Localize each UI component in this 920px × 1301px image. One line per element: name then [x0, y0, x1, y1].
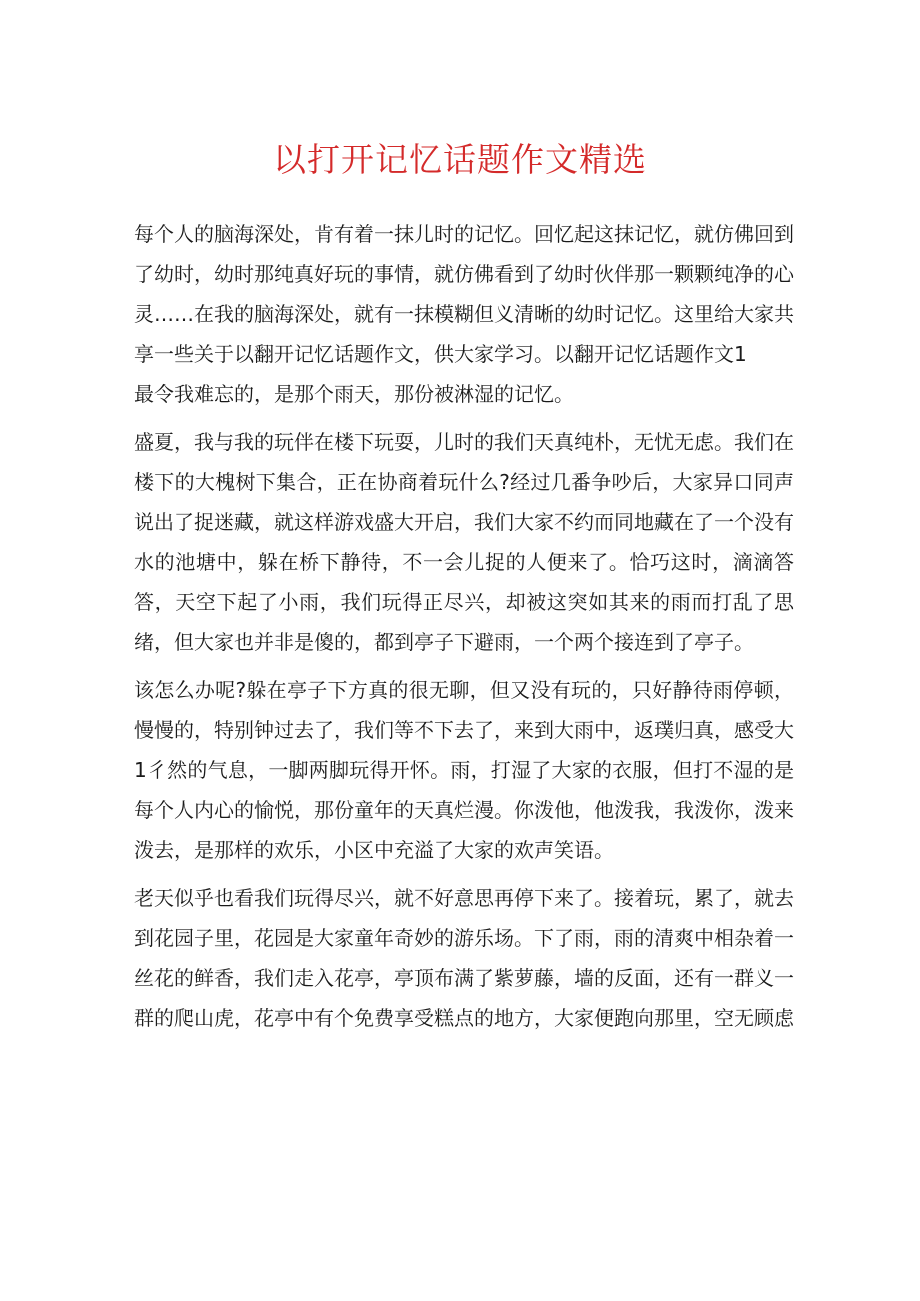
document-title: 以打开记忆话题作文精选: [273, 140, 647, 179]
paragraph-memorable: 最令我难忘的，是那个雨天，那份被淋湿的记忆。: [134, 382, 574, 406]
paragraph-garden: 老天似乎也看我们玩得尽兴，就不好意思再停下来了。接着玩，累了，就去到花园子里，花园是大家童年奇妙的游乐场。下了雨，雨的清爽中相杂着一丝花的鲜香，我们走入花亭，亭顶布满了紫萝藤，墙的反面，还有一群义一群的爬山虎，花亭中有个免费享受糕点的地方，大家便跑向那里，空无顾虑: [134, 886, 794, 1030]
paragraph-pavilion: 该怎么办呢?躲在亭子下方真的很无聊，但又没有玩的，只好静待雨停顿，慢慢的，特别钟过去了，我们等不下去了，来到大雨中，返璞归真，感受大1彳然的气息，一脚两脚玩得开怀。雨，打湿了大家的衣服，但打不湿的是每个人内心的愉悦，那份童年的天真烂漫。你泼他，他泼我，我泼你，泼来泼去，是那样的欢乐，小区中充溢了大家的欢声笑语。: [134, 678, 794, 862]
paragraph-intro: 每个人的脑海深处，肯有着一抹儿时的记忆。回忆起这抹记忆，就仿佛回到了幼时，幼时那纯真好玩的事情，就仿佛看到了幼时伙伴那一颗颗纯净的心灵……在我的脑海深处，就有一抹模糊但义清晰的幼时记忆。这里给大家共享一些关于以翻开记忆话题作文，供大家学习。以翻开记忆话题作文1: [134, 222, 794, 366]
paragraph-summer: 盛夏，我与我的玩伴在楼下玩耍，儿时的我们天真纯朴，无忧无虑。我们在楼下的大槐树下集合，正在协商着玩什么?经过几番争吵后，大家异口同声说出了捉迷藏，就这样游戏盛大开启，我们大家不约而同地藏在了一个没有水的池塘中，躲在桥下静待，不一会儿捉的人便来了。恰巧这时，滴滴答答，天空下起了小雨，我们玩得正尽兴，却被这突如其来的雨而打乱了思绪，但大家也并非是傻的，都到亭子下避雨，一个两个接连到了亭子。: [134, 430, 794, 654]
document-body: [134, 214, 794, 1038]
